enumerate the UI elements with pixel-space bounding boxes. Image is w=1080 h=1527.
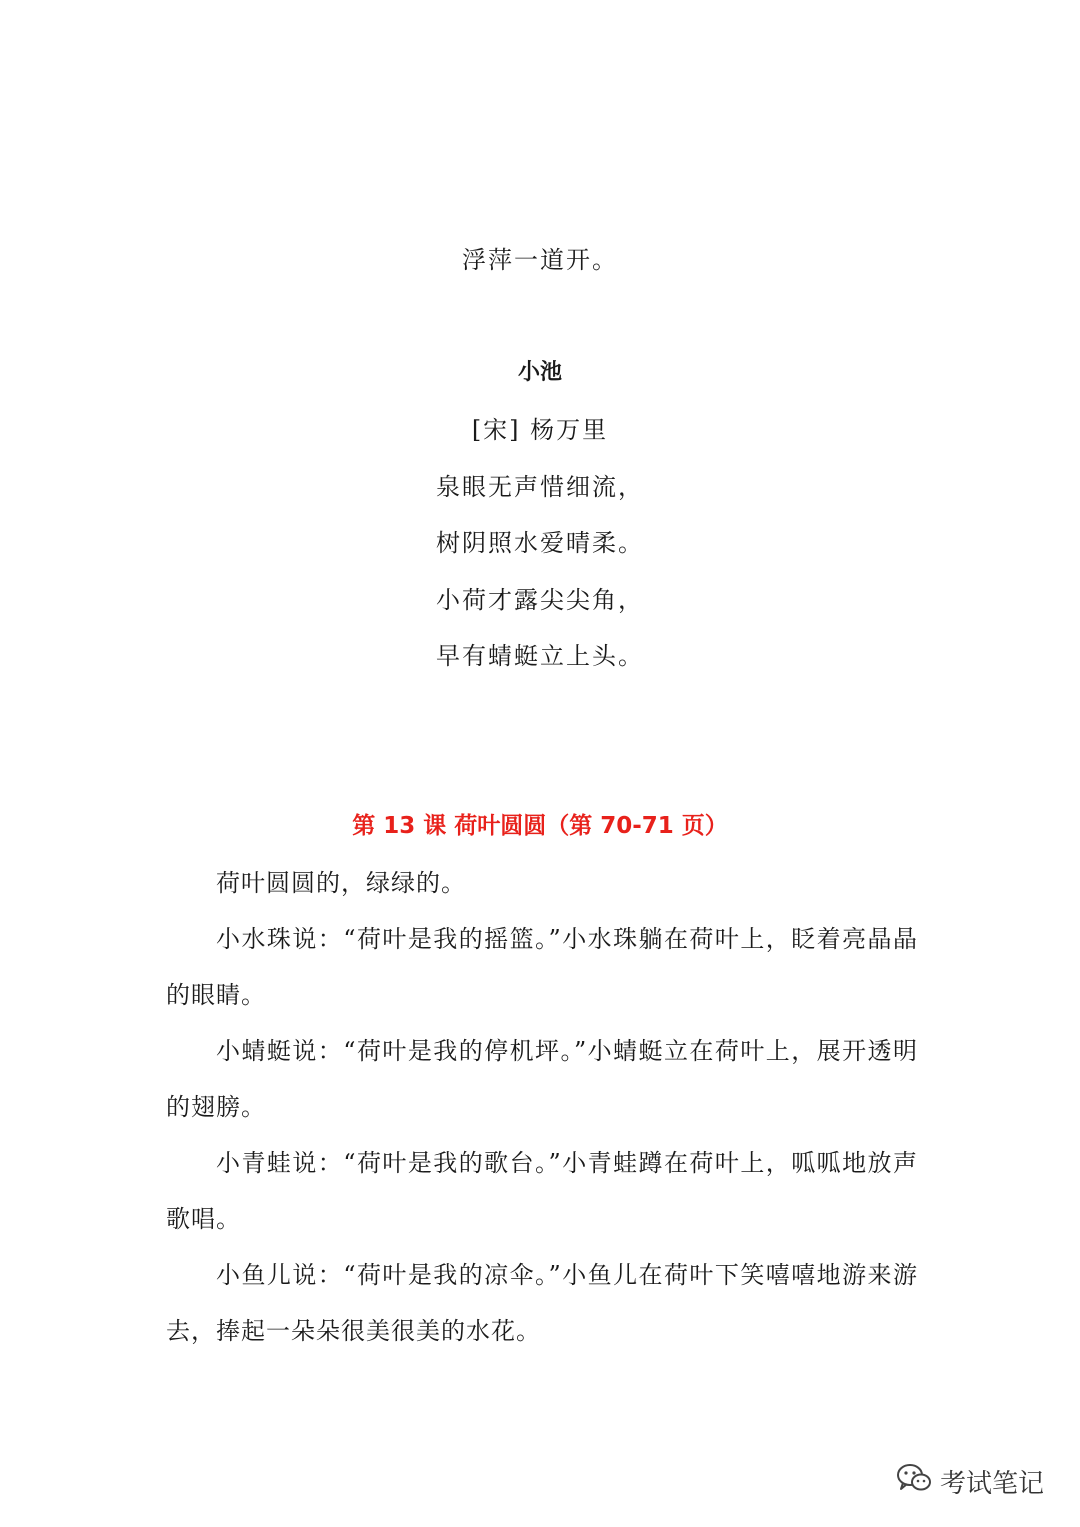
poem-title: 小池 <box>517 360 562 385</box>
poem-line-2: 树阴照水爱晴柔。 <box>436 529 644 557</box>
watermark-text: 考试笔记 <box>939 1469 1044 1499</box>
watermark <box>896 1462 1044 1501</box>
lesson-heading: 第 13 课 荷叶圆圆（第 70-71 页） <box>352 813 728 839</box>
paragraph-1: 荷叶圆圆的，绿绿的。 <box>216 869 466 897</box>
poem-line-3: 小荷才露尖尖角， <box>436 586 644 614</box>
paragraph-3: 小蜻蜓说：“荷叶是我的停机坪。”小蜻蜓立在荷叶上，展开透明的翅膀。 <box>166 1037 918 1121</box>
wechat-icon <box>896 1462 932 1501</box>
paragraph-5: 小鱼儿说：“荷叶是我的凉伞。”小鱼儿在荷叶下笑嘻嘻地游来游去，捧起一朵朵很美很美的水花。 <box>166 1261 918 1345</box>
paragraph-4: 小青蛙说：“荷叶是我的歌台。”小青蛙蹲在荷叶上，呱呱地放声歌唱。 <box>166 1149 918 1233</box>
poem-line-4: 早有蜻蜓立上头。 <box>436 642 644 670</box>
lesson-text <box>166 855 918 1359</box>
poem-closing-line: 浮萍一道开。 <box>462 246 618 274</box>
paragraph-2: 小水珠说：“荷叶是我的摇篮。”小水珠躺在荷叶上，眨着亮晶晶的眼睛。 <box>166 925 918 1009</box>
poem-line-1: 泉眼无声惜细流， <box>436 473 644 501</box>
poem-author: [宋] 杨万里 <box>471 416 609 444</box>
